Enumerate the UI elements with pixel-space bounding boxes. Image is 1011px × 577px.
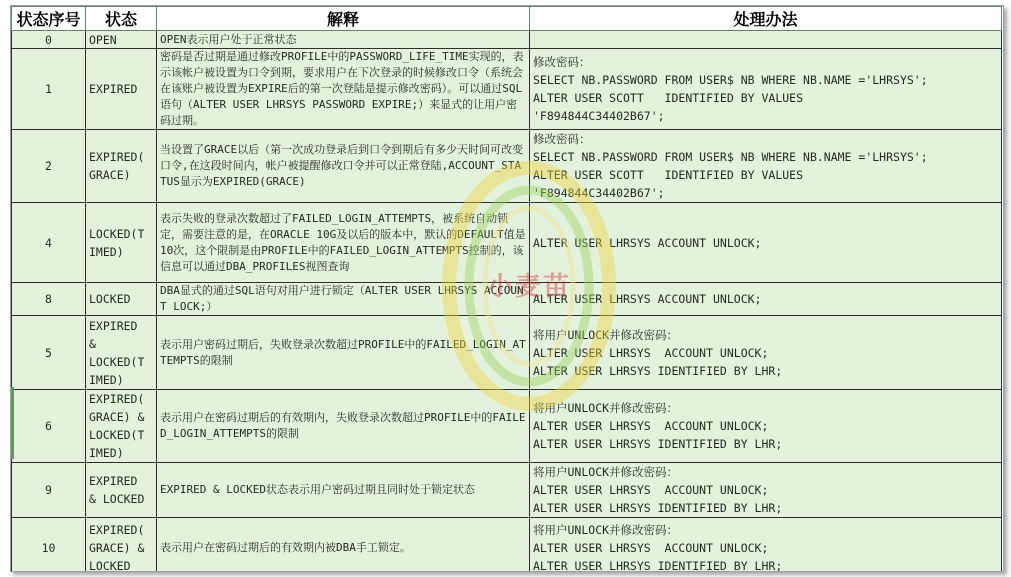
cell-seq: 10 bbox=[12, 518, 86, 573]
cell-state: EXPIRED( GRACE) & LOCKED(T IMED) bbox=[86, 390, 157, 463]
table-row bbox=[12, 130, 1002, 203]
table-row bbox=[12, 31, 1002, 49]
cell-explanation: EXPIRED & LOCKED状态表示用户密码过期且同时处于锁定状态 bbox=[157, 463, 530, 518]
cell-explanation: 表示用户在密码过期后的有效期内，失败登录次数超过PROFILE中的FAILED_LOGIN_ATTEMPTS的限制 bbox=[157, 390, 530, 463]
cell-seq: 8 bbox=[12, 283, 86, 316]
cell-explanation: 表示失败的登录次数超过了FAILED_LOGIN_ATTEMPTS，被系统自动锁定，需要注意的是，在ORACLE 10G及以后的版本中，默认的DEFAULT值是10次，这个限制是由PROFILE中的FAILED_LOGIN_ATTEMPTS控制的，该信息可以通过DBA_PROFILES视图查询 bbox=[157, 203, 530, 283]
cell-state: OPEN bbox=[86, 31, 157, 49]
header-state: 状态 bbox=[86, 7, 157, 31]
status-table bbox=[11, 6, 1002, 572]
table-row bbox=[12, 49, 1002, 130]
cell-solution: 修改密码： SELECT NB.PASSWORD FROM USER$ NB WHERE NB.NAME ='LHRSYS'; ALTER USER SCOTT IDENTIFIED BY VALUES 'F894844C34402B67'; bbox=[530, 130, 1002, 203]
table-row bbox=[12, 518, 1002, 573]
header-seq: 状态序号 bbox=[12, 7, 86, 31]
cell-state: EXPIRED & LOCKED(T IMED) bbox=[86, 316, 157, 390]
cell-state: EXPIRED( GRACE) & LOCKED bbox=[86, 518, 157, 573]
cell-seq: 4 bbox=[12, 203, 86, 283]
cell-solution: 将用户UNLOCK并修改密码： ALTER USER LHRSYS ACCOUNT UNLOCK; ALTER USER LHRSYS IDENTIFIED BY LHR; bbox=[530, 463, 1002, 518]
cell-solution: ALTER USER LHRSYS ACCOUNT UNLOCK; bbox=[530, 203, 1002, 283]
cell-explanation: 表示用户在密码过期后的有效期内被DBA手工锁定。 bbox=[157, 518, 530, 573]
cell-seq: 2 bbox=[12, 130, 86, 203]
row-selection-gutter bbox=[11, 387, 14, 459]
cell-seq: 5 bbox=[12, 316, 86, 390]
cell-explanation: 当设置了GRACE以后（第一次成功登录后到口令到期后有多少天时间可改变口令,在这段时间内，帐户被提醒修改口令并可以正常登陆,ACCOUNT_STATUS显示为EXPIRED(GRACE) bbox=[157, 130, 530, 203]
watermark-text: 小麦苗 bbox=[486, 272, 571, 302]
table-row bbox=[12, 203, 1002, 283]
cell-explanation: OPEN表示用户处于正常状态 bbox=[157, 31, 530, 49]
cell-seq: 6 bbox=[12, 390, 86, 463]
table-row bbox=[12, 390, 1002, 463]
cell-state: LOCKED bbox=[86, 283, 157, 316]
header-solution: 处理办法 bbox=[530, 7, 1002, 31]
cell-explanation: DBA显式的通过SQL语句对用户进行锁定（ALTER USER LHRSYS ACCOUNT LOCK;） bbox=[157, 283, 530, 316]
table-row bbox=[12, 283, 1002, 316]
table-row bbox=[12, 316, 1002, 390]
cell-solution: ALTER USER LHRSYS ACCOUNT UNLOCK; bbox=[530, 283, 1002, 316]
cell-seq: 1 bbox=[12, 49, 86, 130]
cell-seq: 9 bbox=[12, 463, 86, 518]
cell-solution: 将用户UNLOCK并修改密码： ALTER USER LHRSYS ACCOUNT UNLOCK; ALTER USER LHRSYS IDENTIFIED BY LHR; bbox=[530, 316, 1002, 390]
cell-explanation: 表示用户密码过期后，失败登录次数超过PROFILE中的FAILED_LOGIN_ATTEMPTS的限制 bbox=[157, 316, 530, 390]
header-explanation: 解释 bbox=[157, 7, 530, 31]
cell-state: LOCKED(T IMED) bbox=[86, 203, 157, 283]
screenshot-frame bbox=[10, 5, 1004, 572]
table-row bbox=[12, 463, 1002, 518]
cell-seq: 0 bbox=[12, 31, 86, 49]
cell-solution: 将用户UNLOCK并修改密码： ALTER USER LHRSYS ACCOUNT UNLOCK; ALTER USER LHRSYS IDENTIFIED BY LHR; bbox=[530, 390, 1002, 463]
cell-explanation: 密码是否过期是通过修改PROFILE中的PASSWORD_LIFE_TIME实现的，表示该帐户被设置为口令到期，要求用户在下次登录的时候修改口令（系统会在该账户被设置为EXPIRE后的第一次登陆是提示修改密码）。可以通过SQL语句（ALTER USER LHRSYS PASSWORD EXPIRE;）来显式的让用户密码过期。 bbox=[157, 49, 530, 130]
cell-solution bbox=[530, 31, 1002, 49]
header-row bbox=[12, 7, 1002, 31]
cell-solution: 将用户UNLOCK并修改密码： ALTER USER LHRSYS ACCOUNT UNLOCK; ALTER USER LHRSYS IDENTIFIED BY LHR; bbox=[530, 518, 1002, 573]
cell-solution: 修改密码： SELECT NB.PASSWORD FROM USER$ NB WHERE NB.NAME ='LHRSYS'; ALTER USER SCOTT IDENTIFIED BY VALUES 'F894844C34402B67'; bbox=[530, 49, 1002, 130]
cell-state: EXPIRED( GRACE) bbox=[86, 130, 157, 203]
cell-state: EXPIRED bbox=[86, 49, 157, 130]
cell-state: EXPIRED & LOCKED bbox=[86, 463, 157, 518]
